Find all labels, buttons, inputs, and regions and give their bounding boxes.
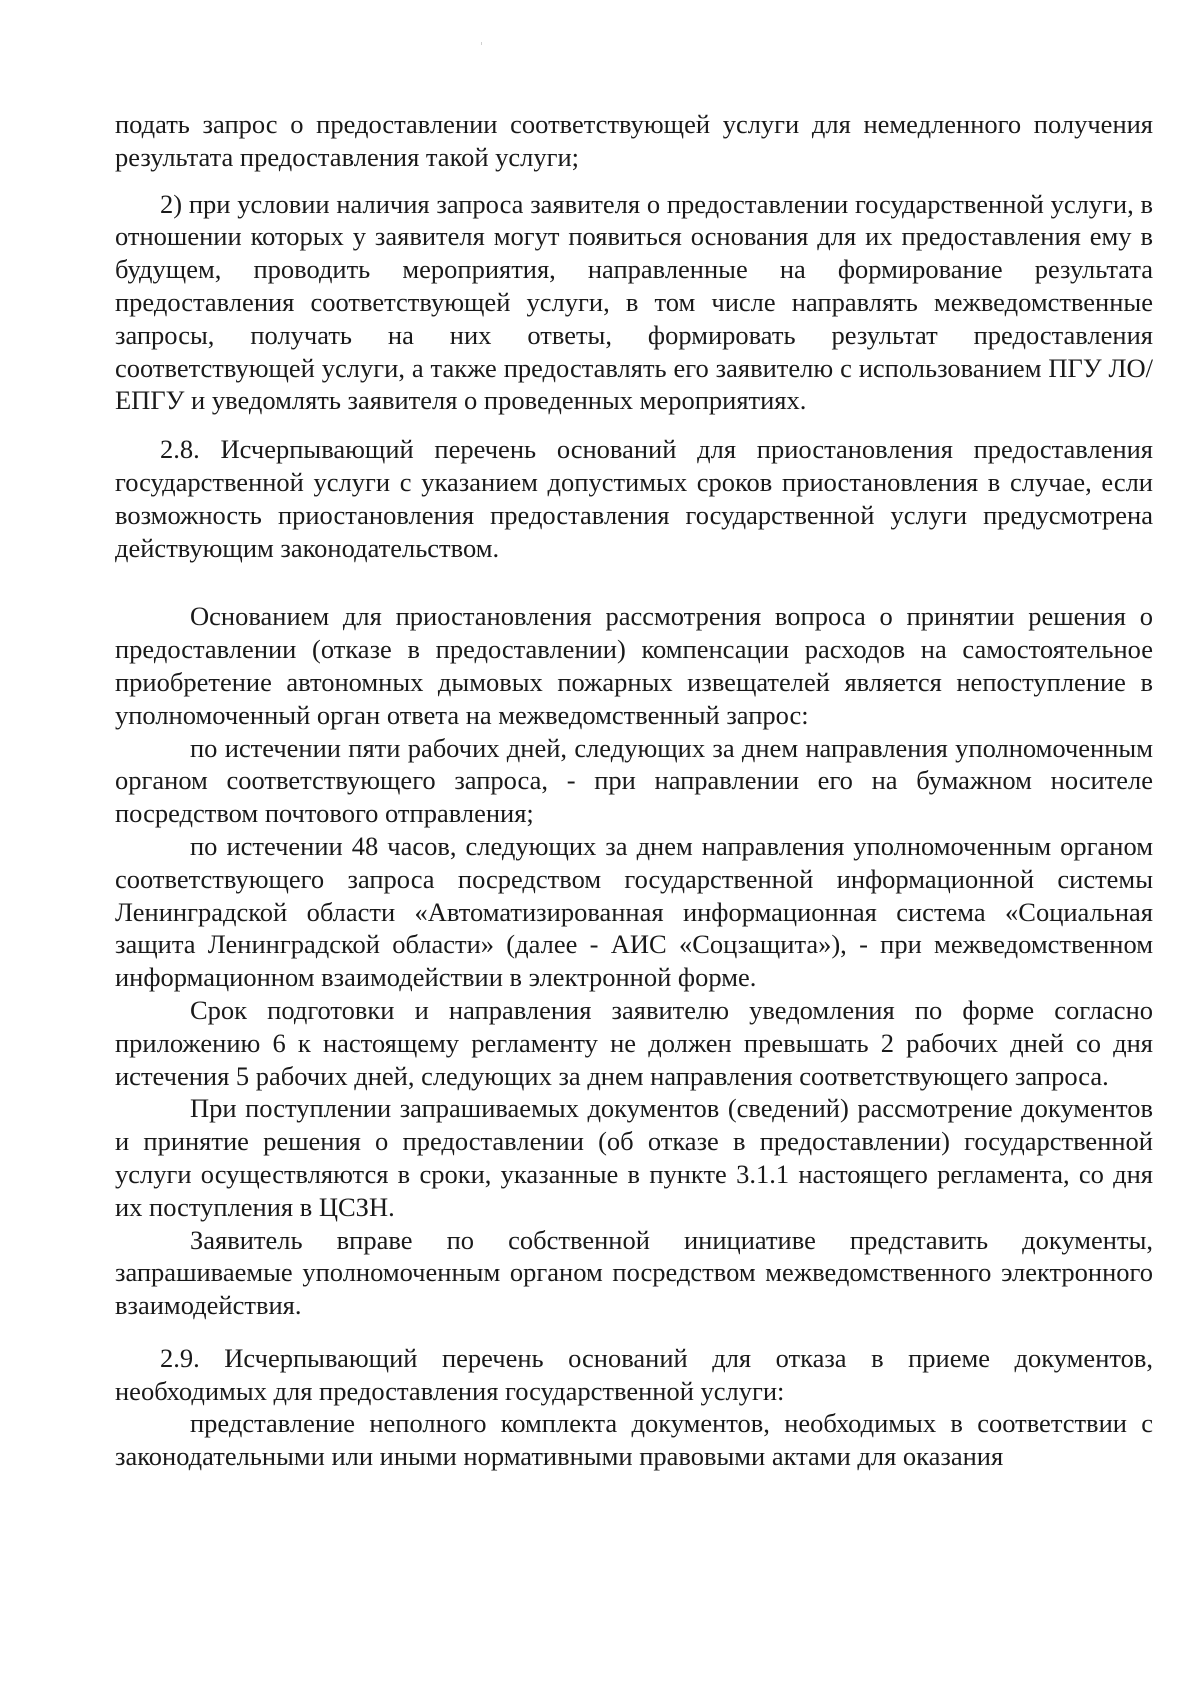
document-page: [115, 108, 1153, 1473]
scan-artifact: [481, 42, 482, 45]
paragraph-notification-term: Срок подготовки и направления заявителю уведомления по форме согласно приложению 6 к настоящему регламенту не должен превышать 2 рабочих дней со дня истечения 5 рабочих дней, следующих за днем направления соответствующего запроса.: [115, 994, 1153, 1091]
section-2-8-heading: 2.8. Исчерпывающий перечень оснований для приостановления предоставления государственной услуги с указанием допустимых сроков приостановления в случае, если возможность приостановления предоставления государственной услуги предусмотрена действующим законодательством.: [115, 434, 1153, 563]
paragraph-1: подать запрос о предоставлении соответствующей услуги для немедленного получения результата предоставления такой услуги;: [115, 109, 1153, 172]
paragraph-documents-received: При поступлении запрашиваемых документов (сведений) рассмотрение документов и принятие решения о предоставлении (об отказе в предоставлении) государственной услуги осуществляются в сроки, указанные в пункте 3.1.1 настоящего регламента, со дня их поступления в ЦСЗН.: [115, 1093, 1153, 1222]
paragraph-electronic-term: по истечении 48 часов, следующих за днем направления уполномоченным органом соответствующего запроса посредством государственной информационной системы Ленинградской области «Автоматизированная информационная система «Социальная защита Ленинградской области» (далее - АИС «Соцзащита»), - при межведомственном информационном взаимодействии в электронной форме.: [115, 830, 1153, 993]
paragraph-2: 2) при условии наличия запроса заявителя о предоставлении государственной услуги, в отношении которых у заявителя могут появиться основания для их предоставления ему в будущем, проводить мероприятия, направленные на формирование результата предоставления соответствующей услуги, в том числе направлять межведомственные запросы, получать на них ответы, формировать результат предоставления соответствующей услуги, а также предоставлять его заявителю с использованием ПГУ ЛО/ЕПГУ и уведомлять заявителя о проведенных мероприятиях.: [115, 188, 1153, 416]
paragraph-postal-term: по истечении пяти рабочих дней, следующих за днем направления уполномоченным органом соответствующего запроса, - при направлении его на бумажном носителе посредством почтового отправления;: [115, 732, 1153, 829]
paragraph-applicant-right: Заявитель вправе по собственной инициативе представить документы, запрашиваемые уполномоченным органом посредством межведомственного электронного взаимодействия.: [115, 1224, 1153, 1321]
paragraph-incomplete-set: представление неполного комплекта документов, необходимых в соответствии с законодательными или иными нормативными правовыми актами для оказания: [115, 1408, 1153, 1472]
section-2-9-heading: 2.9. Исчерпывающий перечень оснований для отказа в приеме документов, необходимых для предоставления государственной услуги:: [115, 1342, 1153, 1406]
paragraph-suspension-grounds: Основанием для приостановления рассмотрения вопроса о принятии решения о предоставлении (отказе в предоставлении) компенсации расходов на самостоятельное приобретение автономных дымовых пожарных извещателей является непоступление в уполномоченный орган ответа на межведомственный запрос:: [115, 601, 1153, 730]
